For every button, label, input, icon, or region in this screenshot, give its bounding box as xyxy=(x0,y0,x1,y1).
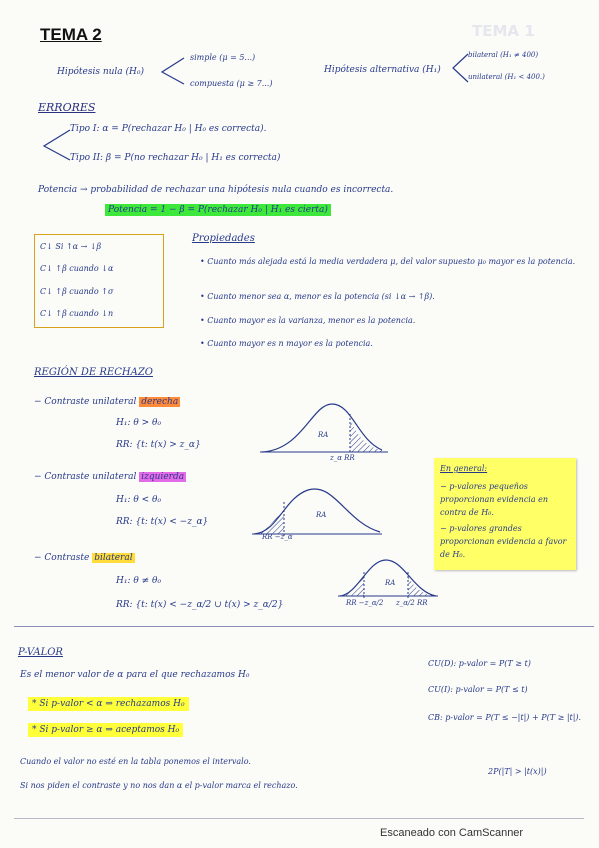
right-curve-ra: RA xyxy=(318,431,329,439)
right-curve-rr: z_α RR xyxy=(330,454,355,462)
unilateral-hypothesis: unilateral (H₁ < 400.) xyxy=(468,73,545,81)
pvalor-rule-accept: * Si p-valor ≥ α ⇒ aceptamos H₀ xyxy=(28,726,183,735)
two-tail-rr-left: RR −z_α/2 xyxy=(346,599,384,607)
contrast-right-rr: RR: {t: t(x) > z_α} xyxy=(116,440,201,450)
potencia-formula: Potencia = 1 − β = P(rechazar H₀ | H₁ es cierta) xyxy=(105,206,331,215)
property-item: • Cuanto menor sea α, menor es la potencia (si ↓α → ↑β). xyxy=(200,292,435,301)
tag-derecha: derecha xyxy=(141,397,179,407)
power-rule: C↓ ↑β cuando ↓n xyxy=(40,309,114,318)
power-rule: C↓ ↑β cuando ↓α xyxy=(40,264,114,273)
bilateral-hypothesis: bilateral (H₁ ≠ 400) xyxy=(468,51,539,59)
tag-bilateral: bilateral xyxy=(94,553,133,563)
closing-note: Si nos piden el contraste y no nos dan α el p-valor marca el rechazo. xyxy=(20,781,298,790)
left-curve-ra: RA xyxy=(316,511,327,519)
brace-null xyxy=(158,56,186,86)
pvalor-definition: Es el menor valor de α para el que rechazamos H₀ xyxy=(20,670,250,680)
two-tail-rr-right: z_α/2 RR xyxy=(396,599,428,607)
potencia-definition: Potencia → probabilidad de rechazar una hipótesis nula cuando es incorrecta. xyxy=(38,185,394,195)
region-heading: REGIÓN DE RECHAZO xyxy=(34,367,153,378)
closing-note: Cuando el valor no esté en la tabla ponemos el intervalo. xyxy=(20,757,251,766)
note-item: − p-valores pequeños proporcionan evidencia en contra de H₀. xyxy=(440,482,549,517)
contrast-left-h1: H₁: θ < θ₀ xyxy=(116,495,162,505)
property-item: • Cuanto mayor es n mayor es la potencia. xyxy=(200,339,373,348)
two-tail-ra: RA xyxy=(385,579,396,587)
pvalor-heading: P-VALOR xyxy=(18,647,63,658)
pvalor-case-bilateral-alt: 2P(|T| > |t(x)|) xyxy=(488,767,547,776)
contrast-bilateral-h1: H₁: θ ≠ θ₀ xyxy=(116,576,162,586)
brace-errores xyxy=(40,128,72,162)
property-item: • Cuanto mayor es la varianza, menor es la potencia. xyxy=(200,316,416,325)
simple-hypothesis: simple (μ = 5...) xyxy=(190,53,256,62)
contrast-bilateral-rr: RR: {t: t(x) < −z_α/2 ∪ t(x) > z_α/2} xyxy=(116,600,284,610)
note-item: − p-valores grandes proporcionan evidencia a favor de H₀. xyxy=(440,524,567,559)
pvalor-case-right: CU(D): p-valor = P(T ≥ t) xyxy=(428,659,531,668)
pvalor-rule-reject: * Si p-valor < α ⇒ rechazamos H₀ xyxy=(28,700,189,709)
note-title: En general: xyxy=(440,464,488,473)
power-rule: C↓ ↑β cuando ↑σ xyxy=(40,287,114,296)
alternative-hypothesis-label: Hipótesis alternativa (H₁) xyxy=(324,65,441,75)
page-title: TEMA 2 xyxy=(40,25,102,44)
contrast-bilateral-label: − Contraste bilateral xyxy=(34,553,133,563)
sticky-note xyxy=(434,458,576,570)
bleed-through: TEMA 1 xyxy=(472,22,535,40)
errores-heading: ERRORES xyxy=(38,101,96,114)
left-curve-rr: RR −z_α xyxy=(262,533,293,541)
bottom-rule xyxy=(14,818,584,819)
type-two-error: Tipo II: β = P(no rechazar H₀ | H₁ es correcta) xyxy=(70,153,281,163)
contrast-left-label: − Contraste unilateral izquierda xyxy=(34,472,185,482)
camscanner-footer: Escaneado con CamScanner xyxy=(380,827,524,839)
contrast-right-h1: H₁: θ > θ₀ xyxy=(116,418,162,428)
property-item: • Cuanto más alejada está la media verdadera μ, del valor supuesto μ₀ mayor es la potencia. xyxy=(200,257,576,266)
propiedades-heading: Propiedades xyxy=(192,233,255,244)
compound-hypothesis: compuesta (μ ≥ 7...) xyxy=(190,79,273,88)
pvalor-case-bilateral: CB: p-valor = P(T ≤ −|t|) + P(T ≥ |t|). xyxy=(428,713,582,722)
contrast-right-label: − Contraste unilateral derecha xyxy=(34,397,179,407)
contrast-left-rr: RR: {t: t(x) < −z_α} xyxy=(116,517,209,527)
section-divider xyxy=(14,626,594,627)
pvalor-case-left: CU(I): p-valor = P(T ≤ t) xyxy=(428,685,528,694)
tag-izquierda: izquierda xyxy=(141,472,185,482)
power-rule: C↓ Si ↑α → ↓β xyxy=(40,242,102,251)
null-hypothesis-label: Hipótesis nula (H₀) xyxy=(57,67,145,77)
type-one-error: Tipo I: α = P(rechazar H₀ | H₀ es correcta). xyxy=(70,124,267,134)
brace-alt xyxy=(450,52,470,84)
